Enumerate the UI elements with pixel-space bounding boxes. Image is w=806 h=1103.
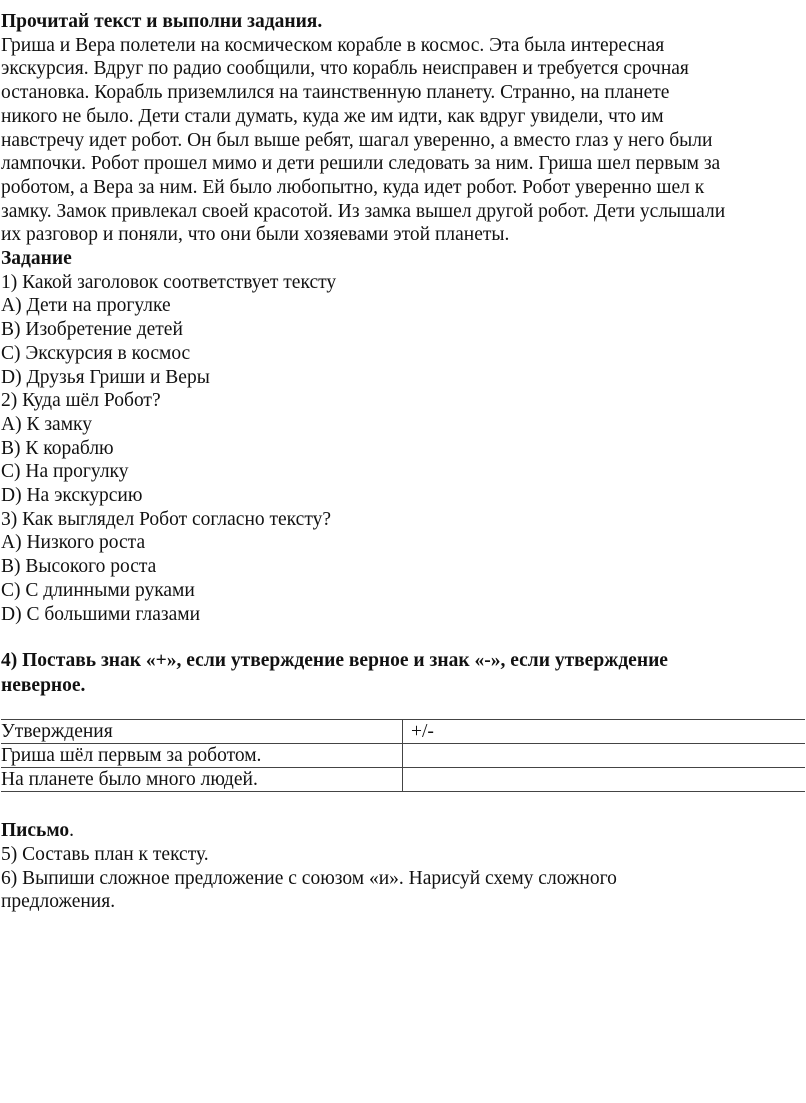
answer-option: A) Низкого роста: [1, 532, 146, 554]
question-text: 3) Как выглядел Робот согласно тексту?: [1, 508, 331, 530]
answer-option: B) Высокого роста: [1, 556, 157, 578]
table-header-row: [1, 720, 805, 744]
letter-heading: [1, 819, 804, 843]
answer-option: C) Экскурсия в космос: [1, 342, 191, 364]
story-line: остановка. Корабль приземлился на таинственную планету. Странно, на планете: [1, 82, 670, 104]
letter-section: [1, 819, 804, 914]
task-4-line: неверное.: [1, 675, 86, 697]
story-line: роботом, а Вера за ним. Ей было любопытно, куда идет робот. Робот уверенно шел к: [1, 176, 705, 198]
answer-option: D) Друзья Гриши и Веры: [1, 366, 210, 388]
task-6-line: 6) Выпиши сложное предложение с союзом «и». Нарисуй схему сложного: [1, 867, 617, 889]
task-header: Задание: [1, 248, 72, 270]
letter-title: Письмо: [1, 820, 70, 842]
story-line: экскурсия. Вдруг по радио сообщили, что корабль неисправен и требуется срочная: [1, 58, 689, 80]
story-text: [1, 34, 804, 247]
answer-option: A) Дети на прогулке: [1, 295, 171, 317]
answer-option: C) С длинными руками: [1, 579, 195, 601]
question-text: 1) Какой заголовок соответствует тексту: [1, 271, 337, 293]
story-line: навстречу идет робот. Он был выше ребят, шагал уверенно, а вместо глаз у него были: [1, 129, 713, 151]
story-line: лампочки. Робот прошел мимо и дети решили следовать за ним. Гриша шел первым за: [1, 153, 721, 175]
question-2: [1, 389, 804, 508]
answer-option: B) Изобретение детей: [1, 319, 183, 341]
instruction-title: Прочитай текст и выполни задания.: [1, 11, 323, 32]
table-cell-statement: На планете было много людей.: [1, 768, 403, 792]
task-4-line: 4) Поставь знак «+», если утверждение верное и знак «-», если утверждение: [1, 650, 668, 672]
story-line: Гриша и Вера полетели на космическом корабле в космос. Эта была интересная: [1, 34, 665, 56]
question-1: [1, 271, 804, 390]
table-cell-statement: Гриша шёл первым за роботом.: [1, 744, 403, 768]
task-5: 5) Составь план к тексту.: [1, 843, 209, 865]
answer-option: A) К замку: [1, 413, 92, 435]
story-line: их разговор и поняли, что они были хозяевами этой планеты.: [1, 224, 510, 246]
table-cell-answer[interactable]: [403, 768, 806, 792]
answer-option: C) На прогулку: [1, 461, 129, 483]
answer-option: D) На экскурсию: [1, 485, 143, 507]
task-4-instruction: [1, 648, 804, 698]
statements-table: [1, 719, 805, 792]
task-6-line: предложения.: [1, 891, 116, 913]
story-line: замку. Замок привлекал своей красотой. Из замка вышел другой робот. Дети услышали: [1, 200, 726, 222]
table-row: [1, 768, 805, 792]
question-3: [1, 508, 804, 627]
statements-table-wrap: [1, 719, 805, 792]
table-header-sign: +/-: [403, 720, 806, 744]
answer-option: D) С большими глазами: [1, 603, 200, 625]
story-line: никого не было. Дети стали думать, куда же им идти, как вдруг увидели, что им: [1, 105, 664, 127]
table-header-statements: Утверждения: [1, 720, 403, 744]
answer-option: B) К кораблю: [1, 437, 114, 459]
table-row: [1, 744, 805, 768]
worksheet-content: [1, 10, 804, 914]
letter-title-dot: .: [69, 820, 75, 842]
question-text: 2) Куда шёл Робот?: [1, 390, 161, 412]
table-cell-answer[interactable]: [403, 744, 806, 768]
